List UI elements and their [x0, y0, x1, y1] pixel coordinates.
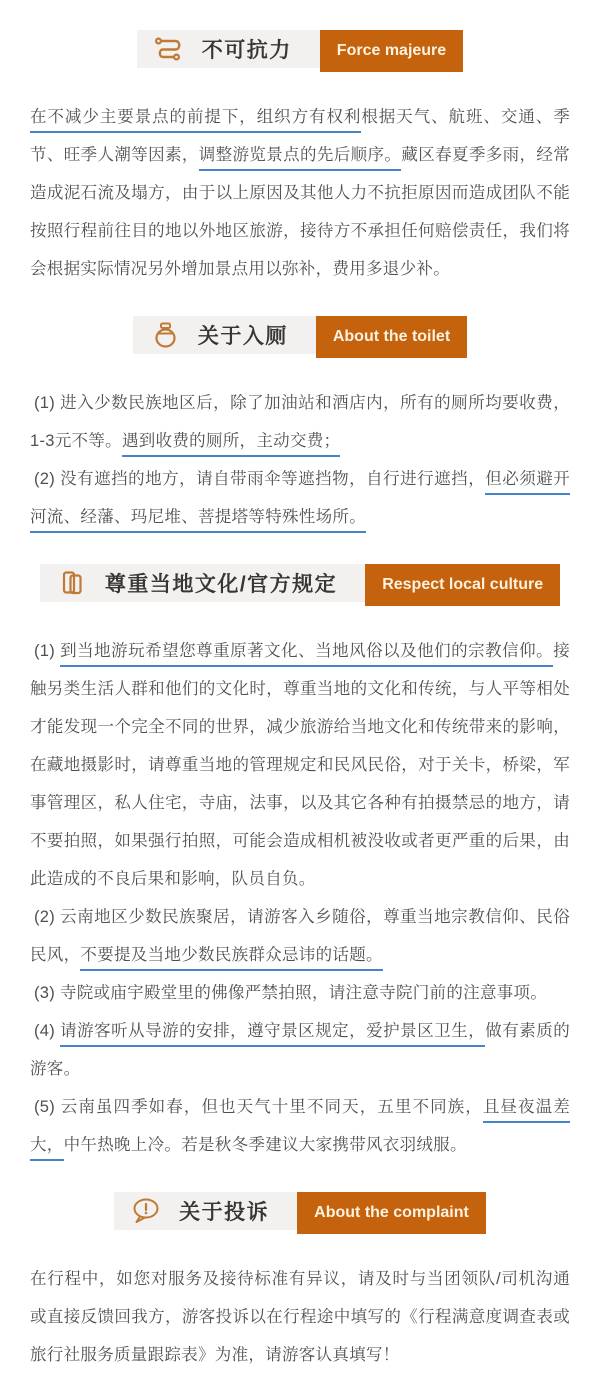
section-badge-english: Force majeure	[320, 30, 463, 72]
section-body	[30, 98, 570, 288]
text-run: 在行程中，如您对服务及接待标准有异议，请及时与当团领队/司机沟通或直接反馈回我方，游客投诉以在行程途中填写的《行程满意度调查表或旅行社服务质量跟踪表》为准，请游客认真填写！	[30, 1270, 570, 1364]
section-about-the-complaint	[30, 1192, 570, 1374]
section-about-the-toilet	[30, 316, 570, 536]
underlined-emphasis-text: 到当地游玩希望您尊重原著文化、当地风俗以及他们的宗教信仰。	[60, 642, 553, 667]
text-run: (2) 云南地区少数民族聚居，请游客入乡随俗，尊重当地宗教信仰、民俗民风，	[30, 908, 570, 964]
underlined-emphasis-text: 遇到收费的厕所，主动交费；	[122, 432, 340, 457]
list-item	[30, 460, 570, 536]
sections-container	[30, 30, 570, 1374]
section-body	[30, 632, 570, 1164]
section-title: 尊重当地文化/官方规定	[104, 573, 338, 596]
section-header-label	[114, 1192, 297, 1230]
section-respect-local-culture	[30, 564, 570, 1164]
list-item	[30, 974, 570, 1012]
section-header-label	[40, 564, 365, 602]
section-header	[30, 316, 570, 358]
section-title: 不可抗力	[201, 39, 292, 62]
text-run: 藏区春夏季多雨，经常造成泥石流及塌方，由于以上原因及其他人力不抗拒原因而造成团队不能按照行程前往目的地以外地区旅游，接待方不承担任何赔偿责任，我们将会根据实际情况另外增加景点用以弥补，费用多退少补。	[30, 146, 571, 278]
text-run: 接触另类生活人群和他们的文化时，尊重当地的文化和传统，与人平等相处才能发现一个完全不同的世界，减少旅游给当地文化和传统带来的影响，在藏地摄影时，请尊重当地的管理规定和民风民俗，对于关卡，桥梁，军事管理区，私人住宅，寺庙，法事，以及其它各种有拍摄禁忌的地方，请不要拍照，如果强行拍照，可能会造成相机被没收或者更严重的后果，由此造成的不良后果和影响，队员自负。	[30, 642, 570, 888]
section-badge-english: Respect local culture	[365, 564, 560, 606]
underlined-emphasis-text: 在不减少主要景点的前提下，组织方有权利	[30, 108, 361, 133]
section-header-label	[137, 30, 320, 68]
section-badge-english: About the toilet	[316, 316, 467, 358]
section-header-label	[133, 316, 316, 354]
section-body	[30, 1260, 570, 1374]
toilet-icon	[147, 320, 183, 350]
underlined-emphasis-text: 且昼夜温差大，	[30, 1098, 570, 1161]
section-title: 关于投诉	[179, 1201, 270, 1224]
text-run: (4)	[34, 1022, 61, 1040]
section-badge-english: About the complaint	[297, 1192, 486, 1234]
paragraph	[30, 98, 570, 288]
list-item	[30, 1088, 570, 1164]
text-run: 根据天气、航班、交通、季节、旺季人潮等因素，	[30, 108, 570, 164]
text-run: 中午热晚上冷。若是秋冬季建议大家携带风衣羽绒服。	[63, 1136, 467, 1154]
scroll-icon	[54, 568, 90, 598]
underlined-emphasis-text: 调整游览景点的先后顺序。	[199, 146, 402, 171]
section-title: 关于入厕	[197, 325, 288, 348]
text-run: (3) 寺院或庙宇殿堂里的佛像严禁拍照，请注意寺院门前的注意事项。	[34, 984, 548, 1002]
route-icon	[151, 34, 187, 64]
text-run: (2) 没有遮挡的地方，请自带雨伞等遮挡物，自行进行遮挡，	[34, 470, 486, 488]
list-item	[30, 1012, 570, 1088]
section-force-majeure	[30, 30, 570, 288]
text-run: 做有素质的游客。	[30, 1022, 571, 1078]
section-header	[30, 30, 570, 72]
paragraph	[30, 1260, 570, 1374]
section-body	[30, 384, 570, 536]
section-header	[30, 564, 570, 606]
section-header	[30, 1192, 570, 1234]
text-run: (1) 进入少数民族地区后，除了加油站和酒店内，所有的厕所均要收费，1-3元不等。	[30, 394, 570, 450]
list-item	[30, 384, 570, 460]
list-item	[30, 898, 570, 974]
text-run: (5) 云南虽四季如春，但也天气十里不同天，五里不同族，	[34, 1098, 483, 1116]
underlined-emphasis-text: 但必须避开河流、经藩、玛尼堆、菩提塔等特殊性场所。	[30, 470, 570, 533]
text-run: (1)	[34, 642, 61, 660]
speech-bubble-exclamation-icon	[128, 1196, 164, 1226]
list-item	[30, 632, 570, 898]
underlined-emphasis-text: 请游客听从导游的安排，遵守景区规定，爱护景区卫生，	[60, 1022, 485, 1047]
underlined-emphasis-text: 不要提及当地少数民族群众忌讳的话题。	[80, 946, 382, 971]
